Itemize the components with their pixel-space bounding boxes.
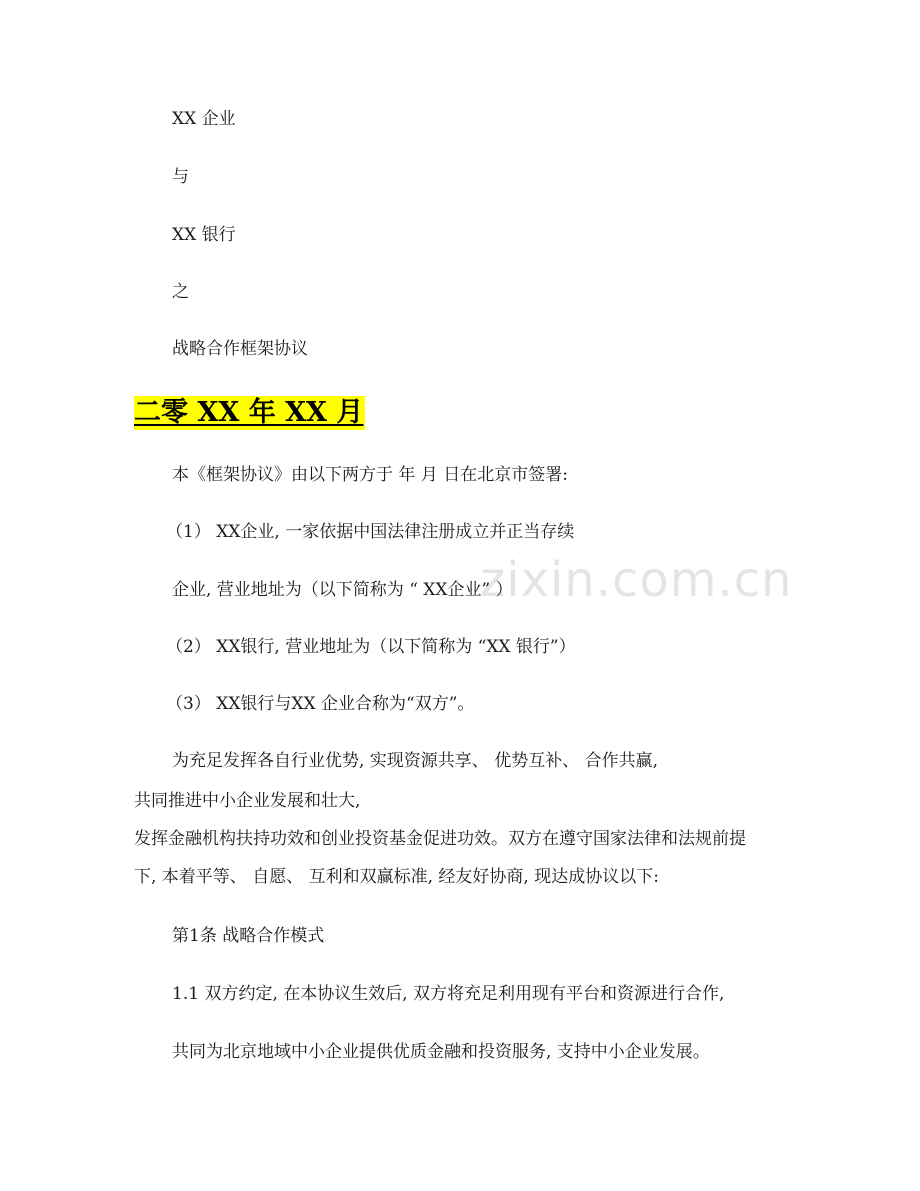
party-item-1-line-1: （1） XX企业, 一家依据中国法律注册成立并正当存续 — [166, 522, 575, 542]
agreement-title: 战略合作框架协议 — [172, 339, 308, 359]
purpose-line-2: 共同推进中小企业发展和壮大, — [134, 791, 361, 811]
agreement-date: 二零 XX 年 XX 月 — [134, 397, 364, 428]
purpose-line-1: 为充足发挥各自行业优势, 实现资源共享、 优势互补、 合作共赢, — [172, 751, 659, 771]
site-watermark: zixin.com.cn — [480, 552, 793, 608]
connector-of: 之 — [172, 282, 189, 302]
article-1-heading: 第1条 战略合作模式 — [172, 926, 325, 946]
party-item-1-line-2: 企业, 营业地址为（以下简称为 “ XX企业” ） — [172, 580, 513, 600]
party-item-3: （3） XX银行与XX 企业合称为“双方”。 — [166, 694, 475, 714]
clause-1-1-line-2: 共同为北京地域中小企业提供优质金融和投资服务, 支持中小企业发展。 — [172, 1042, 710, 1062]
intro-paragraph: 本《框架协议》由以下两方于 年 月 日在北京市签署: — [172, 465, 568, 485]
connector-with: 与 — [172, 167, 189, 187]
party-b-name: XX 银行 — [172, 225, 236, 245]
purpose-line-3: 发挥金融机构扶持功效和创业投资基金促进功效。双方在遵守国家法律和法规前提 — [134, 829, 746, 849]
clause-1-1-line-1: 1.1 双方约定, 在本协议生效后, 双方将充足利用现有平台和资源进行合作, — [172, 984, 725, 1004]
party-item-2: （2） XX银行, 营业地址为（以下简称为 “XX 银行”） — [166, 637, 576, 657]
purpose-line-4: 下, 本着平等、 自愿、 互利和双赢标准, 经友好协商, 现达成协议以下: — [134, 867, 659, 887]
party-a-name: XX 企业 — [172, 109, 236, 129]
